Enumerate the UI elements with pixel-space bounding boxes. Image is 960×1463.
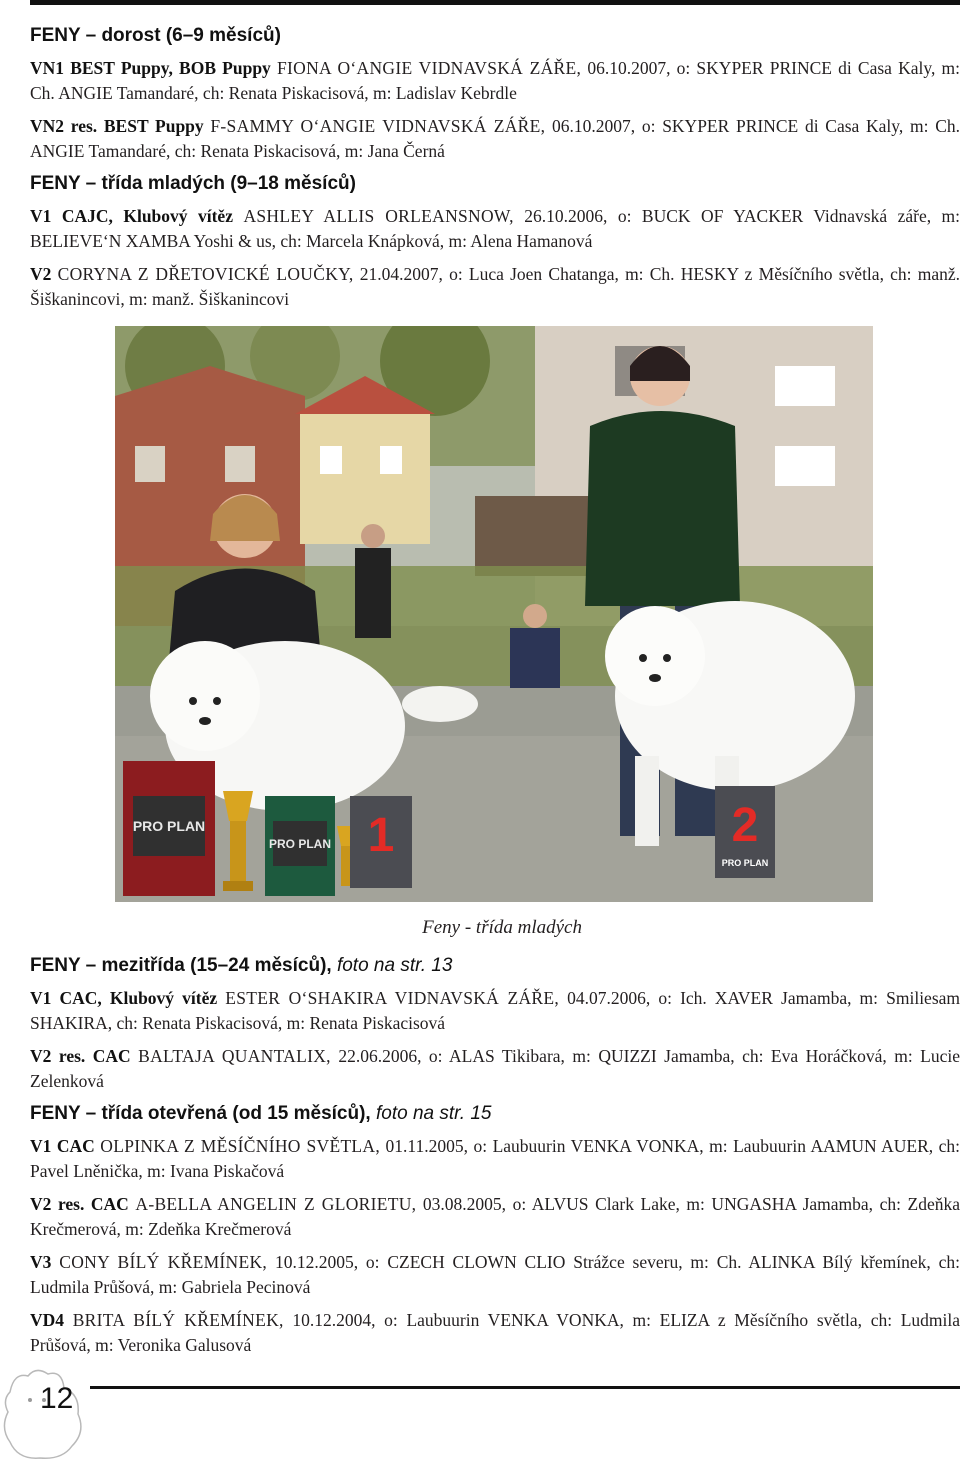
award-label: V2 res. CAC bbox=[30, 1194, 129, 1214]
award-label: V1 CAC, Klubový vítěz bbox=[30, 988, 218, 1008]
award-label: V2 bbox=[30, 264, 52, 284]
section-heading-text: FENY – mezitřída (15–24 měsíců), bbox=[30, 955, 332, 976]
award-label: V2 res. CAC bbox=[30, 1046, 131, 1066]
result-entry bbox=[30, 1308, 960, 1358]
placard-number-2: 2 bbox=[731, 799, 759, 852]
dog-name: F-SAMMY O‘ANGIE VIDNAVSKÁ ZÁŘE, bbox=[210, 116, 546, 136]
result-entry bbox=[30, 204, 960, 254]
bag-label-2: PRO PLAN bbox=[268, 837, 332, 851]
section-heading-text: FENY – dorost (6–9 měsíců) bbox=[30, 25, 281, 46]
dog-name: OLPINKA Z MĚSÍČNÍHO SVĚTLA, bbox=[100, 1136, 381, 1156]
award-label: VN2 res. BEST Puppy bbox=[30, 116, 204, 136]
entry-details: 22.06.2006, o: ALAS Tikibara, m: QUIZZI Jamamba, ch: Eva Horáčková, m: Lucie Zelenková bbox=[30, 1046, 960, 1091]
result-entry bbox=[30, 1192, 960, 1242]
entry-details: 04.07.2006, o: Ich. XAVER Jamamba, m: Smiliesam SHAKIRA, ch: Renata Piskacisová, m: Renata Piskacisová bbox=[30, 988, 960, 1033]
section-heading bbox=[30, 24, 960, 48]
placard-brand: PRO PLAN bbox=[721, 858, 769, 868]
dog-name: ESTER O‘SHAKIRA VIDNAVSKÁ ZÁŘE, bbox=[225, 988, 560, 1008]
dog-name: CONY BÍLÝ KŘEMÍNEK, bbox=[59, 1252, 268, 1272]
page-footer bbox=[0, 1362, 960, 1463]
page-number: 12 bbox=[40, 1382, 74, 1415]
show-photo bbox=[115, 326, 873, 902]
entry-details: 21.04.2007, o: Luca Joen Chatanga, m: Ch. HESKY z Měsíčního světla, ch: manž. Šiškanincovi, m: manž. Šiškanincovi bbox=[30, 264, 960, 309]
section-photo-ref: foto na str. 15 bbox=[375, 1103, 492, 1124]
photo-caption: Feny - třída mladých bbox=[422, 917, 582, 938]
entry-details: 06.10.2007, o: SKYPER PRINCE di Casa Kaly, m: Ch. ANGIE Tamandaré, ch: Renata Piskacisová, m: Ladislav Kebrdle bbox=[30, 58, 960, 103]
result-entry bbox=[30, 114, 960, 164]
dog-name: BALTAJA QUANTALIX, bbox=[138, 1046, 331, 1066]
dog-name: FIONA O‘ANGIE VIDNAVSKÁ ZÁŘE, bbox=[277, 58, 582, 78]
section-heading bbox=[30, 1102, 960, 1126]
award-label: V1 CAJC, Klubový vítěz bbox=[30, 206, 233, 226]
dog-name: CORYNA Z DŘETOVICKÉ LOUČKY, bbox=[57, 264, 354, 284]
dog-name: BRITA BÍLÝ KŘEMÍNEK, bbox=[72, 1310, 284, 1330]
entry-details: 26.10.2006, o: BUCK OF YACKER Vidnavská záře, m: BELIEVE‘N XAMBA Yoshi & us, ch: Marcela Knápková, m: Alena Hamanová bbox=[30, 206, 960, 251]
section-heading bbox=[30, 172, 960, 196]
placard-number-1: 1 bbox=[367, 809, 395, 862]
section-heading bbox=[30, 954, 960, 978]
award-label: VN1 BEST Puppy, BOB Puppy bbox=[30, 58, 271, 78]
bag-label-1: PRO PLAN bbox=[132, 818, 206, 834]
award-label: V1 CAC bbox=[30, 1136, 95, 1156]
results-top bbox=[30, 24, 960, 312]
entry-details: 06.10.2007, o: SKYPER PRINCE di Casa Kaly, m: Ch. ANGIE Tamandaré, ch: Renata Piskacisová, m: Jana Černá bbox=[30, 116, 960, 161]
results-bottom bbox=[30, 954, 960, 1358]
dog-name: ASHLEY ALLIS ORLEANSNOW, bbox=[243, 206, 514, 226]
entry-details: 01.11.2005, o: Laubuurin VENKA VONKA, m: Laubuurin AAMUN AUER, ch: Pavel Lněnička, m: Ivana Piskačová bbox=[30, 1136, 960, 1181]
award-label: VD4 bbox=[30, 1310, 65, 1330]
photo-illustration bbox=[115, 326, 873, 902]
page-content bbox=[30, 24, 960, 1366]
section-photo-ref: foto na str. 13 bbox=[336, 955, 453, 976]
award-label: V3 bbox=[30, 1252, 52, 1272]
footer-rule bbox=[90, 1386, 960, 1389]
top-rule bbox=[30, 0, 960, 5]
result-entry bbox=[30, 1134, 960, 1184]
entry-details: 03.08.2005, o: ALVUS Clark Lake, m: UNGASHA Jamamba, ch: Zdeňka Krečmerová, m: Zdeňka Krečmerová bbox=[30, 1194, 960, 1239]
result-entry bbox=[30, 262, 960, 312]
result-entry bbox=[30, 1044, 960, 1094]
result-entry bbox=[30, 986, 960, 1036]
dog-name: A-BELLA ANGELIN Z GLORIETU, bbox=[135, 1194, 417, 1214]
section-heading-text: FENY – třída mladých (9–18 měsíců) bbox=[30, 173, 356, 194]
entry-details: 10.12.2005, o: CZECH CLOWN CLIO Strážce severu, m: Ch. ALINKA Bílý křemínek, ch: Ludmila Průšová, m: Gabriela Pecinová bbox=[30, 1252, 960, 1297]
section-heading-text: FENY – třída otevřená (od 15 měsíců), bbox=[30, 1103, 371, 1124]
entry-details: 10.12.2004, o: Laubuurin VENKA VONKA, m: ELIZA z Měsíčního světla, ch: Ludmila Průšová, m: Veronika Galusová bbox=[30, 1310, 960, 1355]
result-entry bbox=[30, 1250, 960, 1300]
result-entry bbox=[30, 56, 960, 106]
